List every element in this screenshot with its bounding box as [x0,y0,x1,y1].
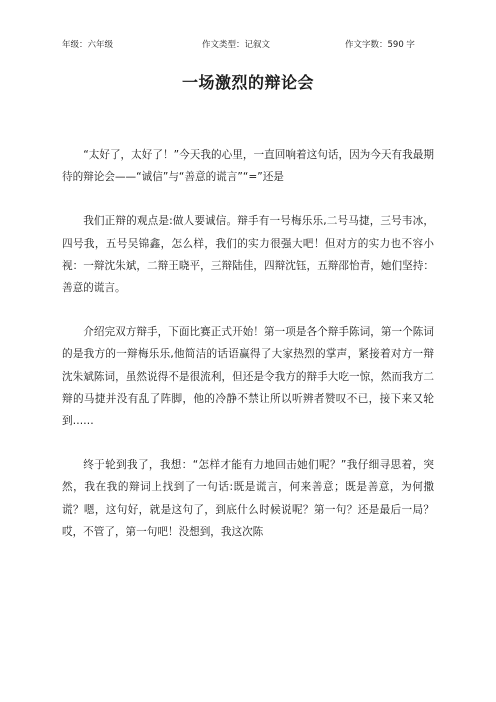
paragraph: “太好了，太好了！”今天我的心里，一直回响着这句话，因为今天有我最期待的辩论会——“诚信”与“善意的谎言”“=”还是 [62,149,434,184]
essay-title: 一场激烈的辩论会 [181,73,314,92]
grade-label: 年级：六年级 [62,40,114,50]
essay-body [62,144,434,565]
essay-type-label: 作文类型：记叙文 [202,40,271,50]
paragraph: 我们正辩的观点是:做人要诚信。辩手有一号梅乐乐,二号马捷，三号韦冰，四号我，五号吴锦鑫，怎么样，我们的实力很强大吧！但对方的实力也不容小视：一辩沈朱斌，二辩王晓平，三辩陆佳，四辩沈钰，五辩邵怡青，她们坚持：善意的谎言。 [62,215,434,295]
paragraph: 终于轮到我了，我想：“怎样才能有力地回击她们呢？”我仔细寻思着，突然，我在我的辩词上找到了一句话:既是谎言，何来善意；既是善意，为何撒谎？嗯，这句好，就是这句了，到底什么时候说呢？第一句？还是最后一局？哎，不管了，第一句吧！没想到，我这次陈 [62,459,434,538]
word-count-label: 作文字数：590 字 [345,40,415,50]
paragraph: 介绍完双方辩手，下面比赛正式开始！第一项是各个辩手陈词，第一个陈词的是我方的一辩梅乐乐,他简洁的话语赢得了大家热烈的掌声，紧接着对方一辩沈朱斌陈词，虽然说得不是很流利，但还是令我方的辩手大吃一惊，然而我方二辩的马捷并没有乱了阵脚，他的冷静不禁让所以听辨者赞叹不已，接下来又轮到…… [62,326,434,428]
document-meta [62,38,434,52]
